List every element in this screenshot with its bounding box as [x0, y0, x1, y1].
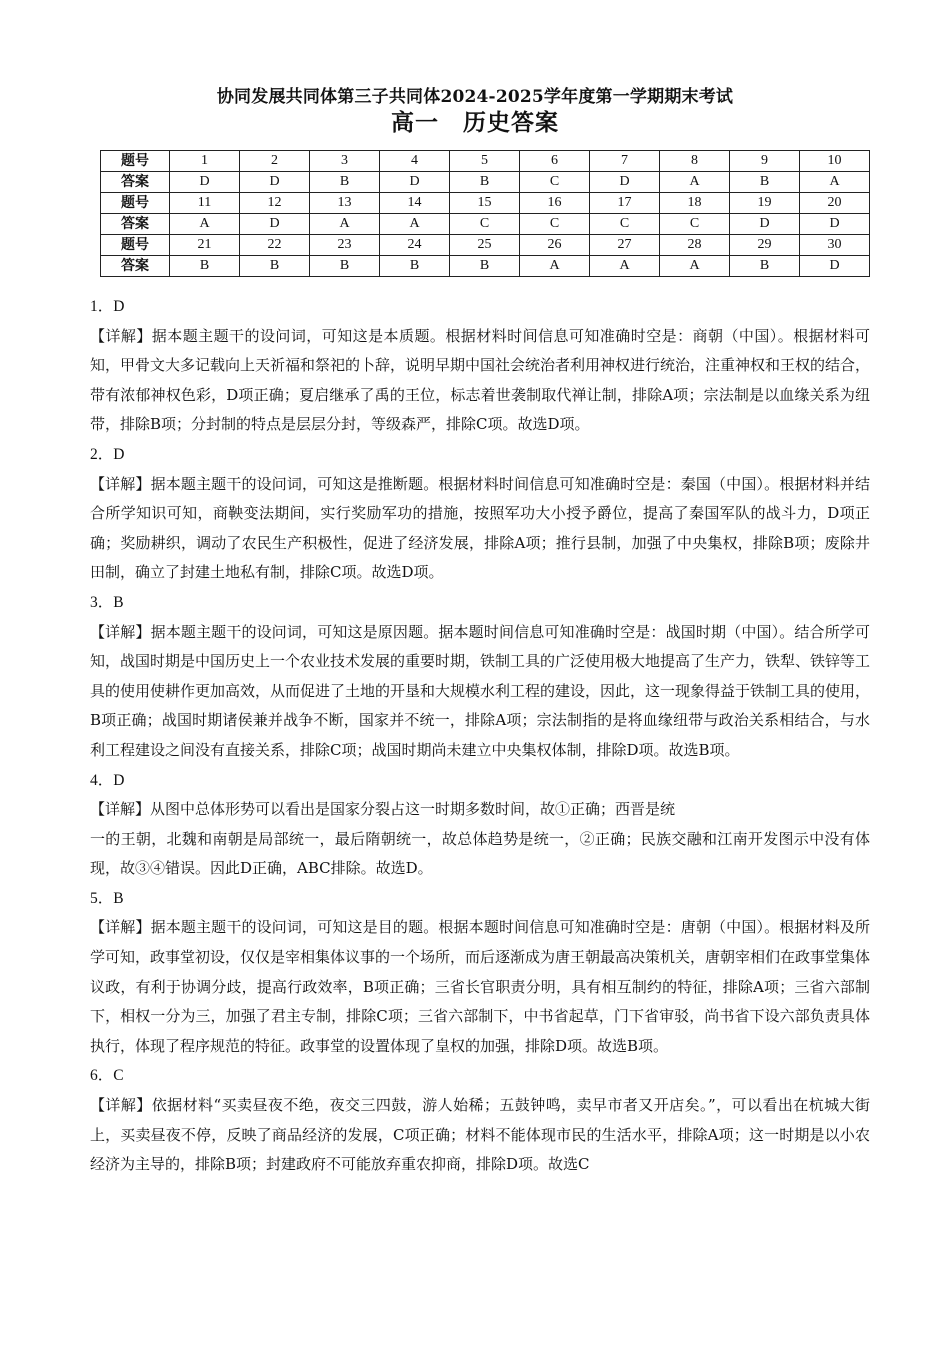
answer-cell: A — [590, 256, 660, 277]
explanation-text: 【详解】依据材料“买卖昼夜不绝，夜交三四鼓，游人始稀；五鼓钟鸣，卖早市者又开店矣。”，可以看出在杭城大街上，买卖昼夜不停，反映了商品经济的发展，C项正确；材料不能体现市民的生活水平，排除A项；这一时期是以小农经济为主导的，排除B项；封建政府不可能放弃重农抑商，排除D项。故选C — [90, 1096, 870, 1174]
question-number-cell: 26 — [520, 235, 590, 256]
question-number-cell: 6 — [520, 151, 590, 172]
answer-cell: D — [800, 214, 870, 235]
question-number: 5．B — [90, 889, 124, 907]
question-number: 2．D — [90, 445, 125, 463]
question-number-cell: 15 — [450, 193, 520, 214]
question-number-cell: 5 — [450, 151, 520, 172]
answer-cell: D — [800, 256, 870, 277]
answer-cell: A — [520, 256, 590, 277]
exam-title: 协同发展共同体第三子共同体2024-2025学年度第一学期期末考试 — [216, 87, 734, 107]
question-number-cell: 22 — [240, 235, 310, 256]
question-number-cell: 23 — [310, 235, 380, 256]
answer-cell: A — [660, 256, 730, 277]
question-number-cell: 14 — [380, 193, 450, 214]
answer-cell: C — [520, 172, 590, 193]
question-number-row — [101, 151, 870, 172]
answer-cell: B — [730, 256, 800, 277]
question-number: 4．D — [90, 771, 125, 789]
answer-cell: C — [450, 214, 520, 235]
question-number-cell: 19 — [730, 193, 800, 214]
question-number-row — [101, 235, 870, 256]
explanation-text: 【详解】据本题主题干的设问词，可知这是目的题。根据本题时间信息可知准确时空是：唐朝（中国）。根据材料及所学可知，政事堂初设，仅仅是宰相集体议事的一个场所，而后逐渐成为唐王朝最高决策机关，唐朝宰相们在政事堂集体议政，有利于协调分歧，提高行政效率，B项正确；三省长官职责分明，具有相互制约的特征，排除A项；三省六部制下，相权一分为三，加强了君主专制，排除C项；三省六部制下，中书省起草，门下省审驳，尚书省下设六部负责具体执行，体现了程序规范的特征。政事堂的设置体现了皇权的加强，排除D项。故选B项。 — [90, 918, 871, 1055]
question-number: 6．C — [90, 1067, 124, 1085]
answer-cell: B — [450, 172, 520, 193]
subject-title: 高一 历史答案 — [391, 109, 559, 136]
answer-cell: C — [520, 214, 590, 235]
question-number-cell: 25 — [450, 235, 520, 256]
answer-row — [101, 172, 870, 193]
answer-cell: C — [590, 214, 660, 235]
answer-cell: A — [660, 172, 730, 193]
row-label: 答案 — [101, 256, 170, 277]
question-number-cell: 20 — [800, 193, 870, 214]
question-number-row — [101, 193, 870, 214]
answer-row — [101, 214, 870, 235]
question-number-cell: 11 — [170, 193, 240, 214]
answer-cell: B — [380, 256, 450, 277]
explanations-section — [90, 292, 870, 1180]
question-number-cell: 30 — [800, 235, 870, 256]
row-label: 题号 — [101, 151, 170, 172]
row-label: 答案 — [101, 214, 170, 235]
explanation-text: 【详解】据本题主题干的设问词，可知这是推断题。根据材料时间信息可知准确时空是：秦国（中国）。根据材料并结合所学知识可知，商鞅变法期间，实行奖励军功的措施，按照军功大小授予爵位，提高了秦国军队的战斗力，D项正确；奖励耕织，调动了农民生产积极性，促进了经济发展，排除A项；推行县制，加强了中央集权，排除B项；废除井田制，确立了封建土地私有制，排除C项。故选D项。 — [90, 474, 870, 582]
question-number-cell: 2 — [240, 151, 310, 172]
question-number-cell: 1 — [170, 151, 240, 172]
explanation-text: 【详解】从图中总体形势可以看出是国家分裂占这一时期多数时间，故①正确；西晋是统 一的王朝，北魏和南朝是局部统一，最后隋朝统一，故总体趋势是统一，②正确；民族交融和江南开发图示中没有体现，故③④错误。因此D正确，ABC排除。故选D。 — [90, 800, 870, 878]
row-label: 题号 — [101, 193, 170, 214]
explanation-text: 【详解】据本题主题干的设问词，可知这是本质题。根据材料时间信息可知准确时空是：商朝（中国）。根据材料可知，甲骨文大多记载向上天祈福和祭祀的卜辞，说明早期中国社会统治者利用神权进行统治，注重神权和王权的结合，带有浓郁神权色彩，D项正确；夏启继承了禹的王位，标志着世袭制取代禅让制，排除A项；宗法制是以血缘关系为纽带，排除B项；分封制的特点是层层分封，等级森严，排除C项。故选D项。 — [90, 326, 871, 434]
question-number-cell: 9 — [730, 151, 800, 172]
question-number-cell: 27 — [590, 235, 660, 256]
answer-cell: D — [170, 172, 240, 193]
question-number-cell: 18 — [660, 193, 730, 214]
answer-cell: B — [240, 256, 310, 277]
row-label: 答案 — [101, 172, 170, 193]
answer-cell: A — [310, 214, 380, 235]
answer-cell: B — [450, 256, 520, 277]
answer-cell: D — [730, 214, 800, 235]
question-number-cell: 4 — [380, 151, 450, 172]
question-number: 3．B — [90, 593, 124, 611]
answer-cell: C — [660, 214, 730, 235]
explanation-text: 【详解】据本题主题干的设问词，可知这是原因题。据本题时间信息可知准确时空是：战国时期（中国）。结合所学可知，战国时期是中国历史上一个农业技术发展的重要时期，铁制工具的广泛使用极大地提高了生产力，铁犁、铁锌等工具的使用使耕作更加高效，从而促进了土地的开垦和大规模水利工程的建设，因此，这一现象得益于铁制工具的使用，B项正确；战国时期诸侯兼并战争不断，国家并不统一，排除A项；宗法制指的是将血缘纽带与政治关系相结合，与水利工程建设之间没有直接关系，排除C项；战国时期尚未建立中央集权体制，排除D项。故选B项。 — [90, 622, 871, 759]
question-number-cell: 29 — [730, 235, 800, 256]
question-number-cell: 28 — [660, 235, 730, 256]
answer-cell: B — [730, 172, 800, 193]
answer-cell: D — [380, 172, 450, 193]
question-number-cell: 10 — [800, 151, 870, 172]
answer-cell: D — [240, 214, 310, 235]
question-number-cell: 12 — [240, 193, 310, 214]
answer-cell: B — [310, 172, 380, 193]
question-number-cell: 24 — [380, 235, 450, 256]
question-number-cell: 7 — [590, 151, 660, 172]
question-number-cell: 21 — [170, 235, 240, 256]
answer-cell: B — [310, 256, 380, 277]
answer-table — [100, 150, 870, 277]
answer-cell: D — [240, 172, 310, 193]
question-number: 1．D — [90, 298, 125, 315]
answer-cell: A — [800, 172, 870, 193]
row-label: 题号 — [101, 235, 170, 256]
answer-cell: D — [590, 172, 660, 193]
question-number-cell: 3 — [310, 151, 380, 172]
answer-cell: A — [380, 214, 450, 235]
question-number-cell: 13 — [310, 193, 380, 214]
answer-table-body — [101, 151, 870, 277]
question-number-cell: 8 — [660, 151, 730, 172]
answer-cell: B — [170, 256, 240, 277]
answer-row — [101, 256, 870, 277]
question-number-cell: 17 — [590, 193, 660, 214]
question-number-cell: 16 — [520, 193, 590, 214]
answer-cell: A — [170, 214, 240, 235]
